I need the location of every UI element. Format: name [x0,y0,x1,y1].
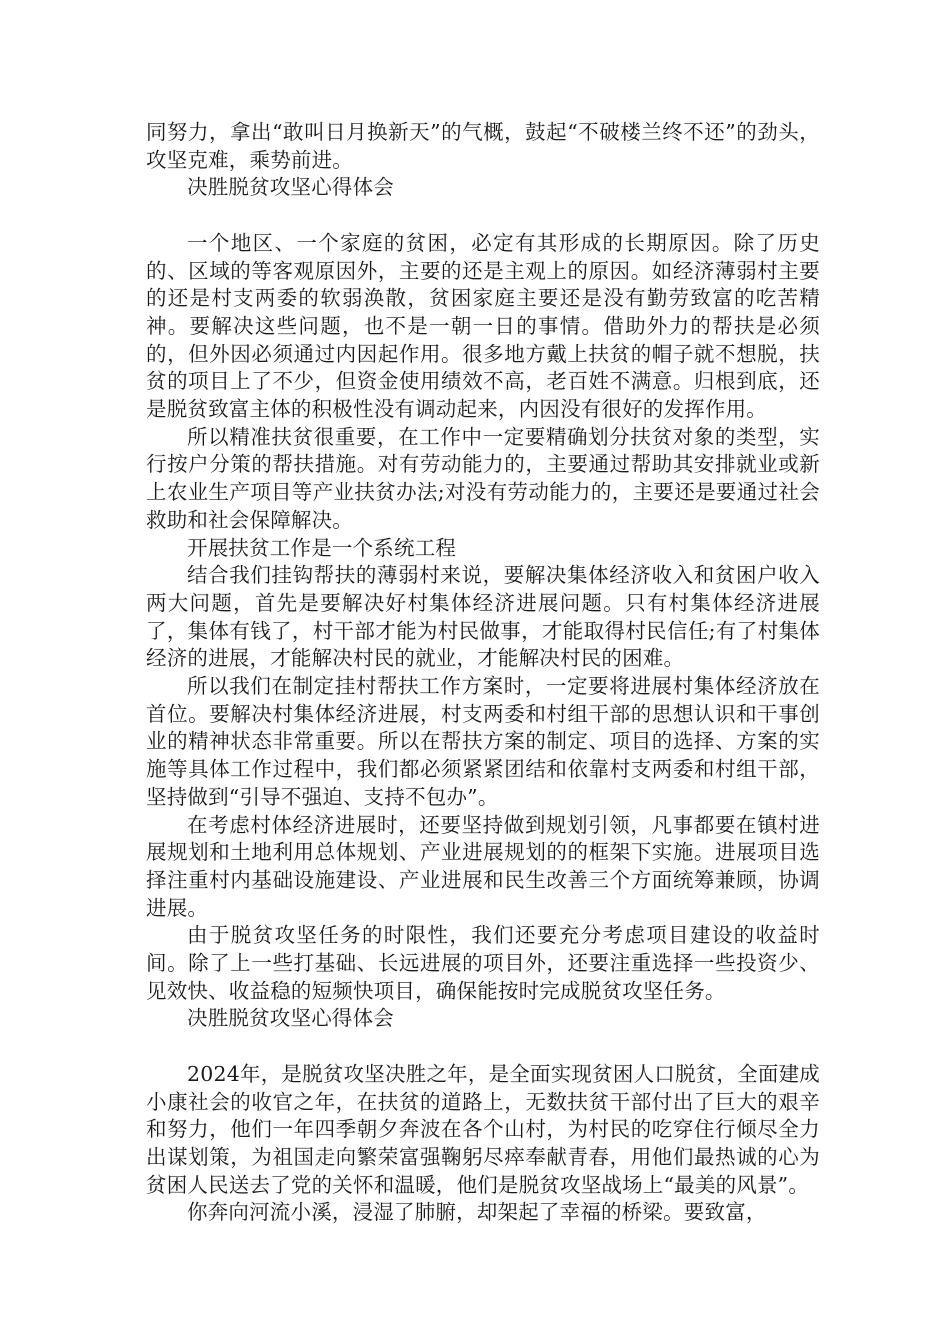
subsection-heading: 开展扶贫工作是一个系统工程 [187,535,457,560]
blank-line [146,202,820,230]
section-heading: 决胜脱贫攻坚心得体会 [187,1006,394,1031]
paragraph: 由于脱贫攻坚任务的时限性，我们还要充分考虑项目建设的收益时间。除了上一些打基础、长远进展的项目外，还要注重选择一些投资少、见效快、收益稳的短频快项目，确保能按时完成脱贫攻坚任务。 [146,923,820,1003]
paragraph: 2024年，是脱贫攻坚决胜之年，是全面实现贫困人口脱贫，全面建成小康社会的收官之年，在扶贫的道路上，无数扶贫干部付出了巨大的艰辛和努力，他们一年四季朝夕奔波在各个山村，为村民的吃穿住行倾尽全力出谋划策，为祖国走向繁荣富强鞠躬尽瘁奉献青春，用他们最热诚的心为贫困人民送去了党的关怀和温暖，他们是脱贫攻坚战场上“最美的风景”。 [146,1061,820,1197]
paragraph: 在考虑村体经济进展时，还要坚持做到规划引领，凡事都要在镇村进展规划和土地利用总体规划、产业进展规划的的框架下实施。进展项目选择注重村内基础设施建设、产业进展和民生改善三个方面统筹兼顾，协调进展。 [146,812,820,920]
blank-line [146,1033,820,1061]
paragraph: 所以我们在制定挂村帮扶工作方案时，一定要将进展村集体经济放在首位。要解决村集体经济进展，村支两委和村组干部的思想认识和干事创业的精神状态非常重要。所以在帮扶方案的制定、项目的选择、方案的实施等具体工作过程中，我们都必须紧紧团结和依靠村支两委和村组干部，坚持做到“引导不强迫、支持不包办”。 [146,674,820,809]
document-page [146,119,820,1227]
section-heading: 决胜脱贫攻坚心得体会 [187,175,394,200]
paragraph-continuation: 同努力，拿出“敢叫日月换新天”的气概，鼓起“不破楼兰终不还”的劲头，攻坚克难，乘势前进。 [146,120,820,172]
paragraph: 所以精准扶贫很重要，在工作中一定要精确划分扶贫对象的类型，实行按户分策的帮扶措施。对有劳动能力的，主要通过帮助其安排就业或新上农业生产项目等产业扶贫办法;对没有劳动能力的，主要还是要通过社会救助和社会保障解决。 [146,424,820,532]
paragraph: 一个地区、一个家庭的贫困，必定有其形成的长期原因。除了历史的、区域的等客观原因外，主要的还是主观上的原因。如经济薄弱村主要的还是村支两委的软弱涣散，贫困家庭主要还是没有勤劳致富的吃苦精神。要解决这些问题，也不是一朝一日的事情。借助外力的帮扶是必须的，但外因必须通过内因起作用。很多地方戴上扶贫的帽子就不想脱，扶贫的项目上了不少，但资金使用绩效不高，老百姓不满意。归根到底，还是脱贫致富主体的积极性没有调动起来，内因没有很好的发挥作用。 [146,230,820,422]
paragraph: 结合我们挂钩帮扶的薄弱村来说，要解决集体经济收入和贫困户收入两大问题，首先是要解决好村集体经济进展问题。只有村集体经济进展了，集体有钱了，村干部才能为村民做事，才能取得村民信任;有了村集体经济的进展，才能解决村民的就业，才能解决村民的困难。 [146,563,820,671]
paragraph-partial: 你奔向河流小溪，浸湿了肺腑，却架起了幸福的桥梁。要致富， [187,1200,767,1225]
